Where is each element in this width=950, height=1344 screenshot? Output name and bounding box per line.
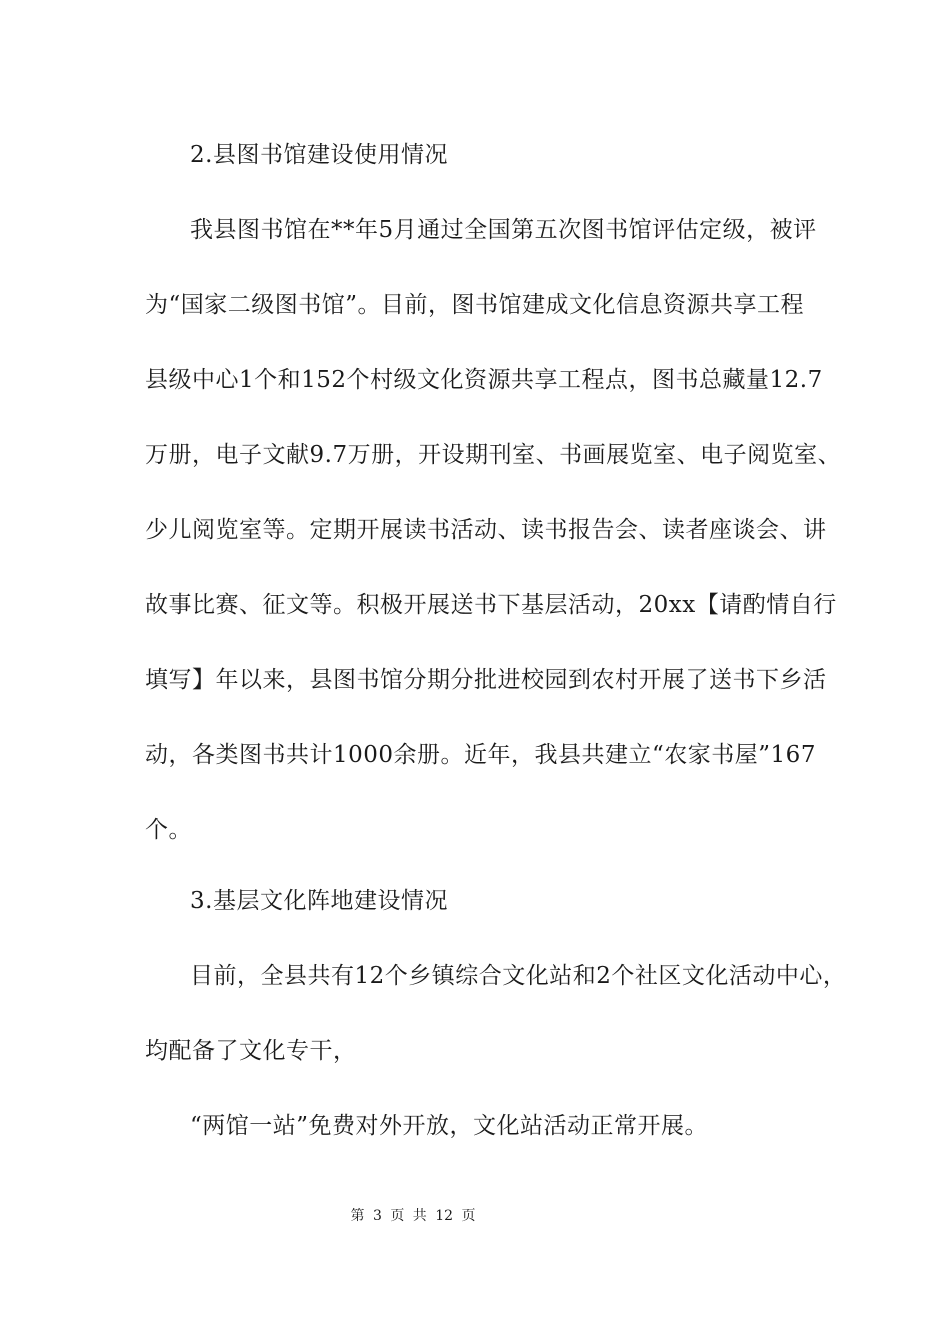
- paragraph-line: 故事比赛、征文等。积极开展送书下基层活动，20xx【请酌情自行: [145, 592, 837, 618]
- footer-total-prefix: 共: [412, 1208, 427, 1224]
- footer-total-pages: 12: [435, 1208, 454, 1224]
- page-footer: [0, 1207, 826, 1225]
- paragraph-line: 为“国家二级图书馆”。目前，图书馆建成文化信息资源共享工程: [145, 292, 805, 318]
- paragraph-line: “两馆一站”免费对外开放，文化站活动正常开展。: [190, 1113, 709, 1139]
- paragraph-line: 均配备了文化专干，: [145, 1038, 357, 1064]
- paragraph-line: 填写】年以来，县图书馆分期分批进校园到农村开展了送书下乡活: [145, 667, 827, 693]
- paragraph-line: 万册，电子文献9.7万册，开设期刊室、书画展览室、电子阅览室、: [145, 442, 842, 468]
- paragraph-line: 少儿阅览室等。定期开展读书活动、读书报告会、读者座谈会、讲: [145, 517, 827, 543]
- footer-suffix: 页: [461, 1208, 476, 1224]
- footer-prefix: 第: [350, 1208, 365, 1224]
- section-heading-library: 2.县图书馆建设使用情况: [190, 142, 448, 168]
- footer-mid: 页: [390, 1208, 405, 1224]
- section-heading-grassroots: 3.基层文化阵地建设情况: [190, 888, 448, 914]
- paragraph-line: 个。: [145, 817, 192, 843]
- footer-current-page: 3: [372, 1208, 382, 1224]
- paragraph-line: 我县图书馆在**年5月通过全国第五次图书馆评估定级，被评: [190, 217, 817, 243]
- paragraph-line: 动，各类图书共计1000余册。近年，我县共建立“农家书屋”167: [145, 742, 816, 768]
- paragraph-line: 县级中心1个和152个村级文化资源共享工程点，图书总藏量12.7: [145, 367, 823, 393]
- paragraph-line: 目前，全县共有12个乡镇综合文化站和2个社区文化活动中心，: [190, 963, 847, 989]
